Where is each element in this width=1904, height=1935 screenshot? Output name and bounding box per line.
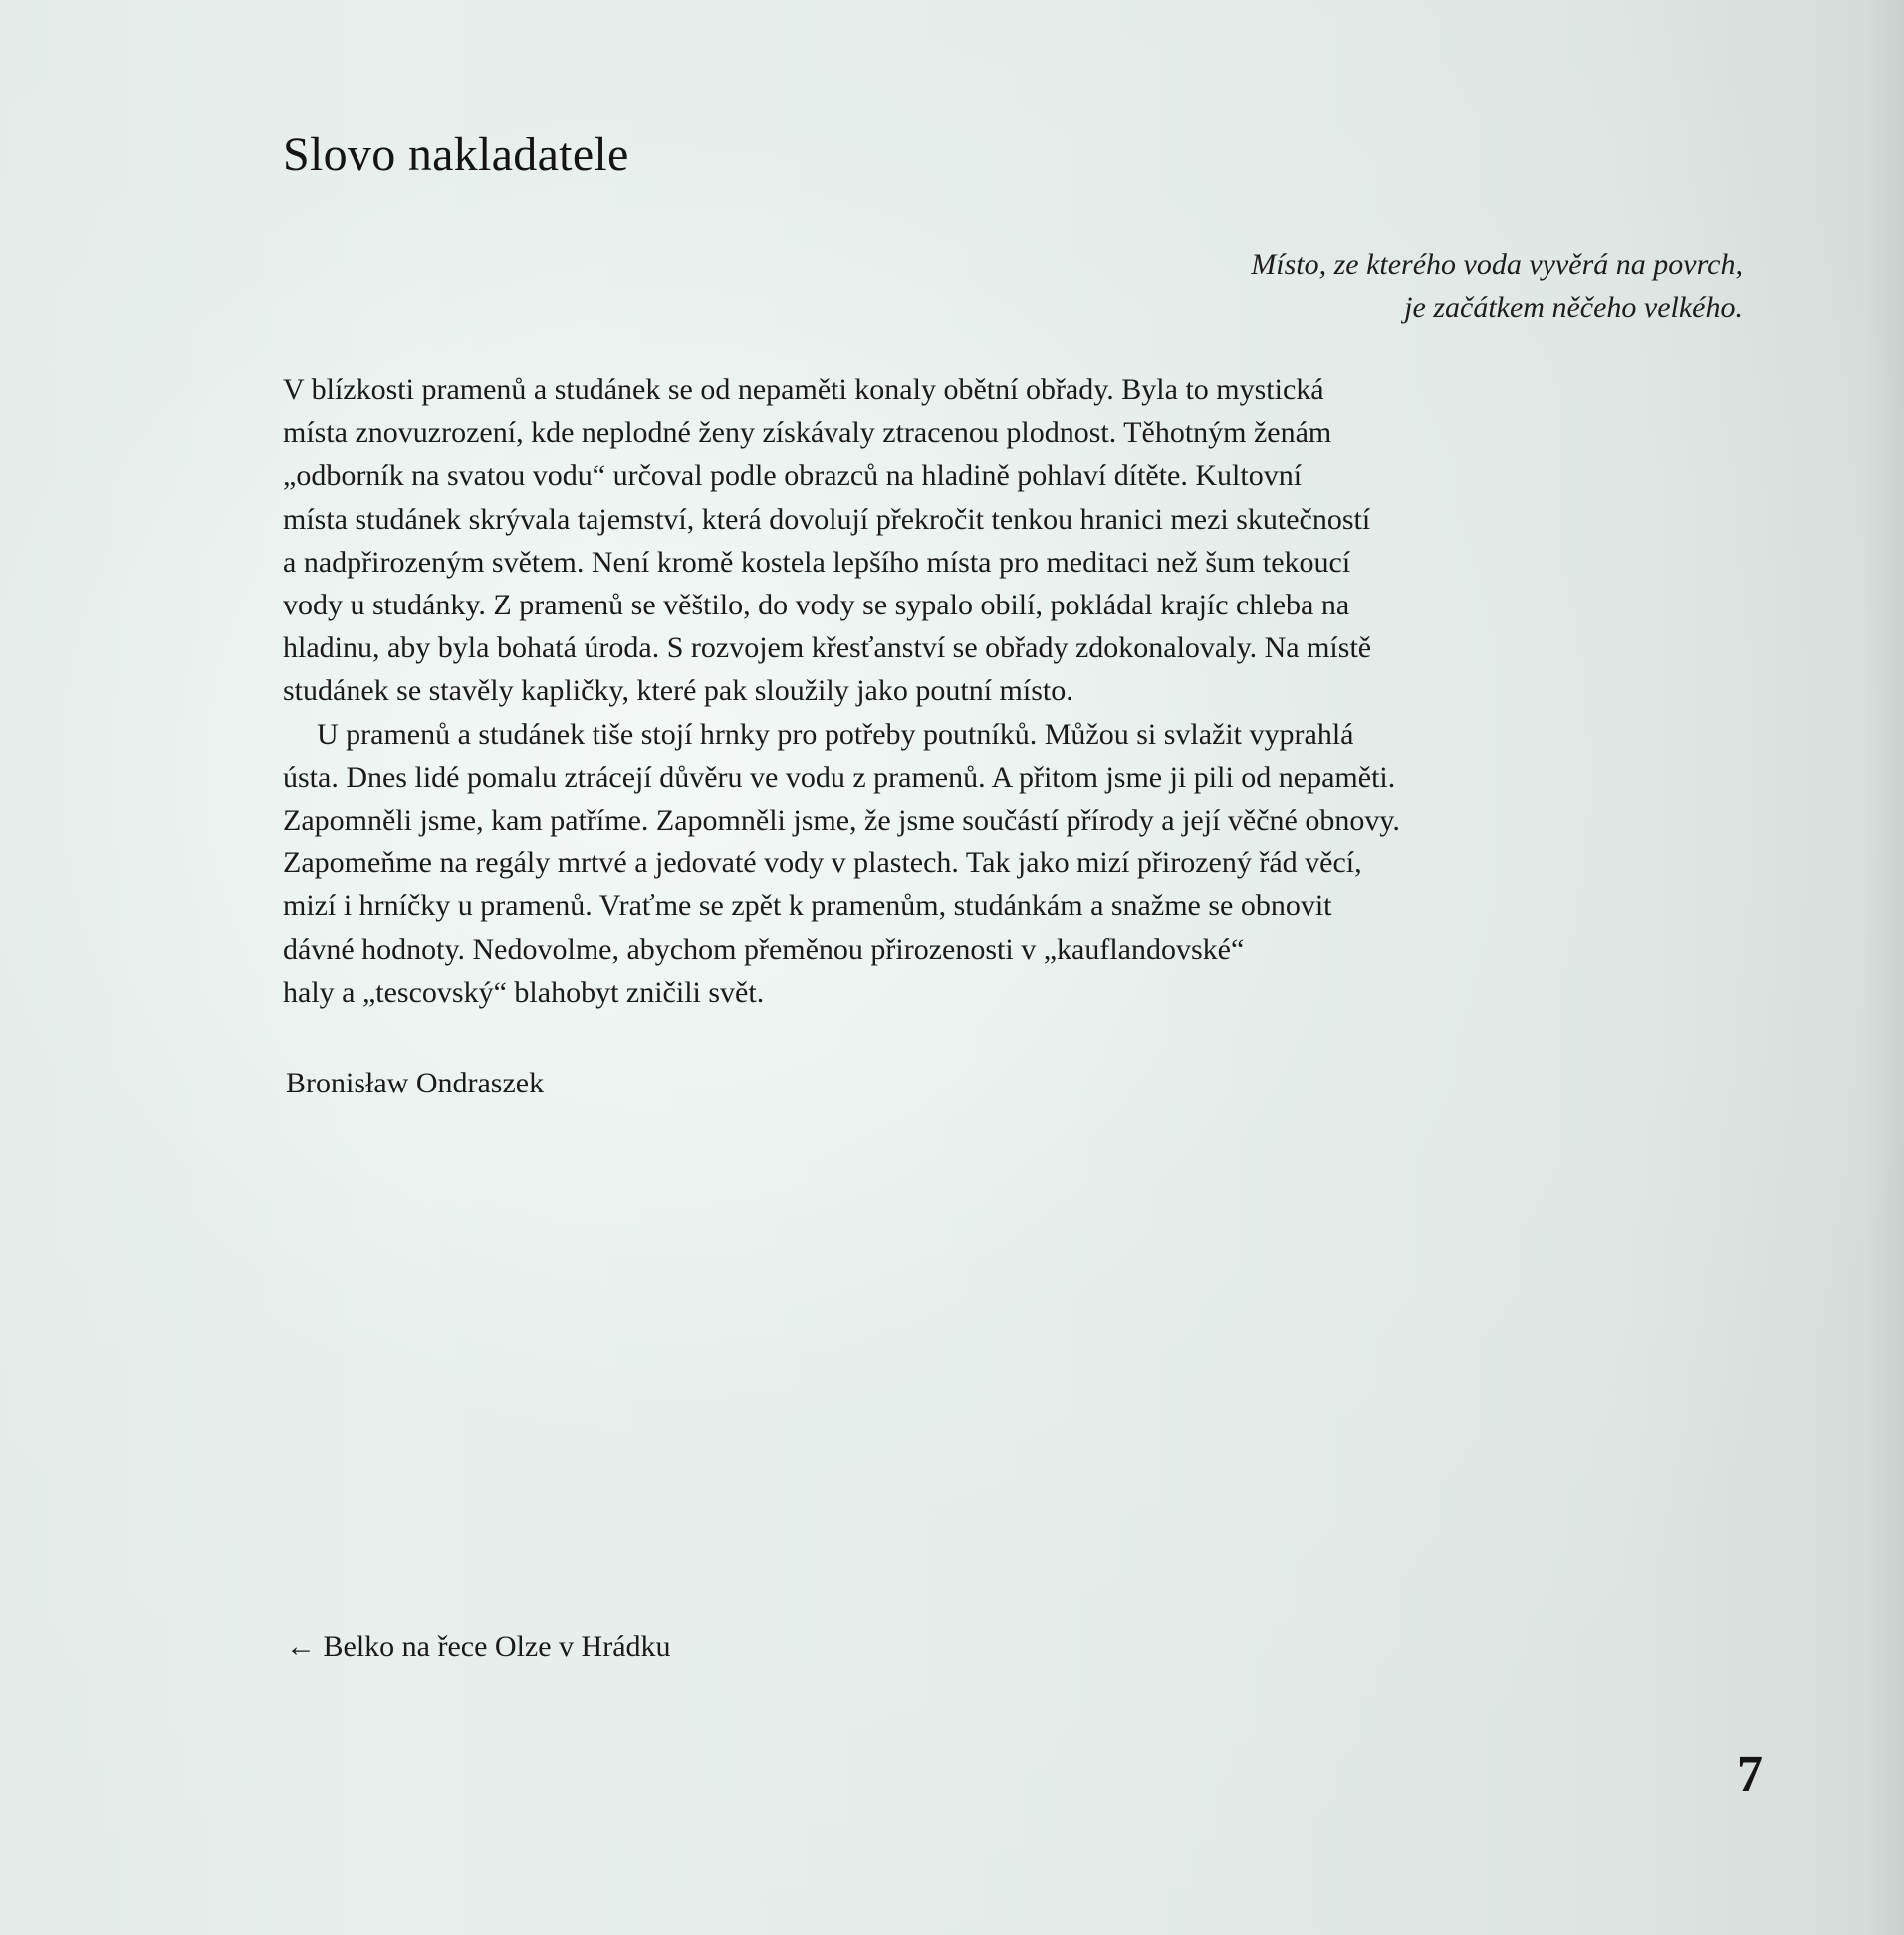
epigraph-line: Místo, ze kterého voda vyvěrá na povrch, [1251,248,1743,281]
body-line: dávné hodnoty. Nedovolme, abychom přeměnou přirozenosti v „kauflandovské“ [283,932,1245,966]
body-line: V blízkosti pramenů a studánek se od nepaměti konaly obětní obřady. Byla to mystická [283,373,1324,406]
body-line: studánek se stavěly kapličky, které pak sloužily jako poutní místo. [283,674,1073,708]
author-signature: Bronisław Ondraszek [286,1067,545,1099]
page-number: 7 [1737,1746,1763,1803]
body-line: vody u studánky. Z pramenů se věštilo, do vody se sypalo obilí, pokládal krajíc chleba na [283,589,1350,622]
body-line: Zapomeňme na regály mrtvé a jedovaté vody v plastech. Tak jako mizí přirozený řád věcí, [283,847,1362,880]
body-line: hladinu, aby byla bohatá úroda. S rozvojem křesťanství se obřady zdokonalovaly. Na místě [283,631,1372,665]
page-heading: Slovo nakladatele [283,128,629,181]
photo-caption: ← Belko na řece Olze v Hrádku [286,1630,671,1663]
body-line: místa studánek skrývala tajemství, která dovolují překročit tenkou hranici mezi skutečností [283,502,1371,536]
body-line: ústa. Dnes lidé pomalu ztrácejí důvěru ve vodu z pramenů. A přitom jsme ji pili od nepaměti. [283,760,1396,794]
body-line: U pramenů a studánek tiše stojí hrnky pro potřeby poutníků. Můžou si svlažit vyprahlá [317,717,1354,751]
epigraph-line: je začátkem něčeho velkého. [1404,291,1743,324]
body-line: Zapomněli jsme, kam patříme. Zapomněli jsme, že jsme součástí přírody a její věčné obnovy. [283,804,1400,838]
body-line: mizí i hrníčky u pramenů. Vraťme se zpět k pramenům, studánkám a snažme se obnovit [283,889,1332,923]
body-line: a nadpřirozeným světem. Není kromě kostela lepšího místa pro meditaci než šum tekoucí [283,545,1351,579]
body-line: „odborník na svatou vodu“ určoval podle obrazců na hladině pohlaví dítěte. Kultovní [283,459,1303,493]
body-line: haly a „tescovský“ blahobyt zničili svět. [283,975,765,1009]
body-text [283,368,1697,1014]
page-edge-shadow [1864,0,1904,1935]
epigraph [946,243,1743,329]
body-line: místa znovuzrození, kde neplodné ženy získávaly ztracenou plodnost. Těhotným ženám [283,416,1332,450]
